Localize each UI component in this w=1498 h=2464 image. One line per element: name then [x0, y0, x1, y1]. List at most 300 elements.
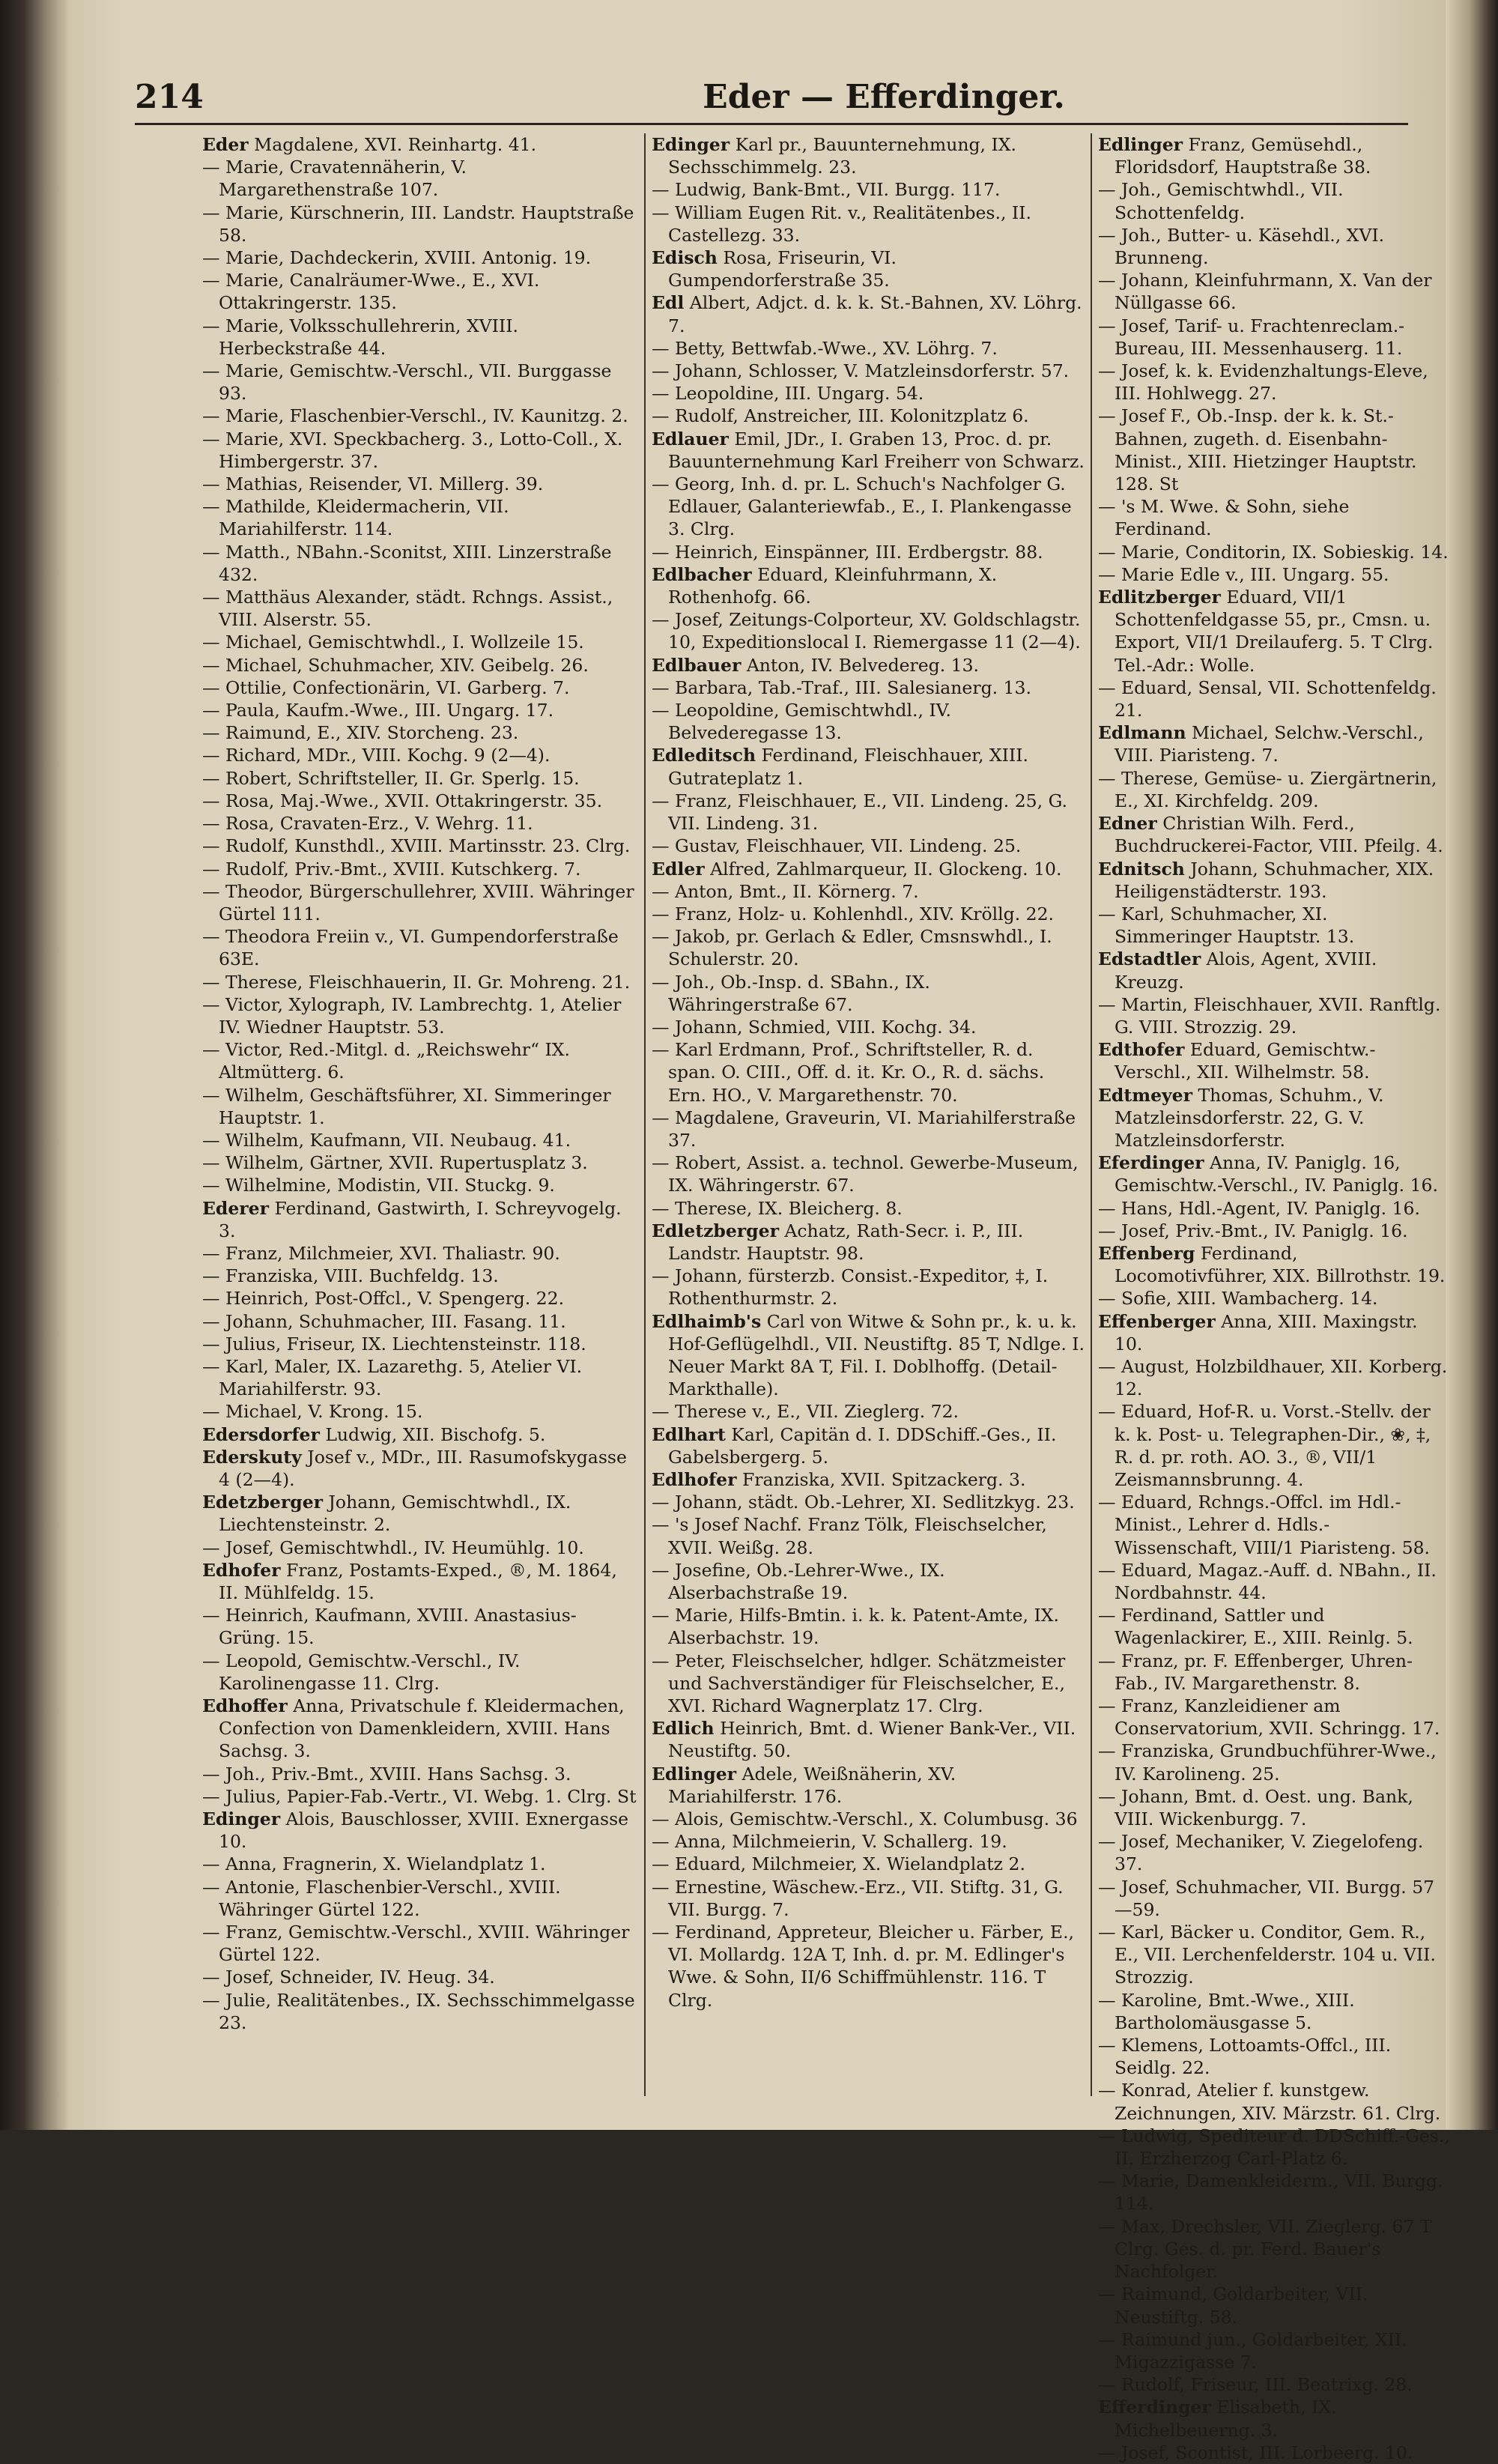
directory-entry	[202, 360, 637, 405]
directory-entry	[652, 1559, 1086, 1604]
entry-details: — Franz, Kanzleidiener am Conservatorium, XVII. Schringg. 17.	[1098, 1695, 1440, 1740]
directory-entry	[1098, 903, 1450, 948]
entry-details: — Theodora Freiin v., VI. Gumpendorferstraße 63E.	[202, 926, 619, 970]
directory-entry	[202, 880, 637, 925]
directory-entry	[1098, 1400, 1450, 1491]
directory-entry	[652, 202, 1086, 246]
entry-details: — Anna, Fragnerin, X. Wielandplatz 1.	[202, 1853, 546, 1875]
directory-entry	[652, 246, 1086, 291]
directory-entry	[1098, 676, 1450, 721]
entry-details: — 's Josef Nachf. Franz Tölk, Fleischselcher, XVII. Weißg. 28.	[652, 1514, 1047, 1558]
entry-details: — Rudolf, Kunsthdl., XVIII. Martinsstr. 23. Clrg.	[202, 835, 631, 857]
entry-details: — Richard, MDr., VIII. Kochg. 9 (2—4).	[202, 745, 551, 766]
entry-details: — Robert, Assist. a. technol. Gewerbe-Museum, IX. Währingerstr. 67.	[652, 1152, 1079, 1196]
entry-details: — Wilhelm, Kaufmann, VII. Neubaug. 41.	[202, 1129, 571, 1151]
directory-entry	[1098, 1559, 1450, 1604]
entry-surname: Edler	[652, 858, 705, 880]
directory-entry	[652, 903, 1086, 925]
entry-details: — Marie, Volksschullehrerin, XVIII. Herbeckstraße 44.	[202, 315, 518, 359]
entry-details: — Franz, Milchmeier, XVI. Thaliastr. 90.	[202, 1242, 560, 1264]
entry-details: — Franziska, Grundbuchführer-Wwe., IV. Karolineng. 25.	[1098, 1740, 1437, 1785]
directory-entry	[202, 812, 637, 835]
entry-details: — Johann, Bmt. d. Oest. ung. Bank, VIII. Wickenburgg. 7.	[1098, 1785, 1413, 1830]
entry-details: Eduard, Kleinfuhrmann, X. Rothenhofg. 66.	[668, 563, 998, 608]
entry-details: — Mathilde, Kleidermacherin, VII. Mariahilferstr. 114.	[202, 496, 509, 540]
entry-details: — Mathias, Reisender, VI. Millerg. 39.	[202, 473, 544, 495]
entry-surname: Effenberg	[1098, 1242, 1195, 1264]
entry-details: Magdalene, XVI. Reinhartg. 41.	[248, 134, 537, 155]
directory-entry	[202, 1084, 637, 1129]
entry-details: — Joh., Butter- u. Käsehdl., XVI. Brunneng.	[1098, 224, 1385, 269]
directory-entry	[202, 1537, 637, 1559]
directory-entry	[202, 1559, 637, 1604]
entry-surname: Edlinger	[652, 1763, 737, 1785]
entry-details: Anna, Privatschule f. Kleidermachen, Confection von Damenkleidern, XVIII. Hans Sachsg. 3.	[219, 1695, 625, 1762]
directory-entry	[652, 1830, 1086, 1853]
entry-details: — Therese v., E., VII. Zieglerg. 72.	[652, 1401, 959, 1423]
entry-details: Anna, IV. Paniglg. 16, Gemischtw.-Verschl., IV. Paniglg. 16.	[1115, 1152, 1438, 1196]
directory-entry	[202, 1853, 637, 1875]
entry-details: Emil, JDr., I. Graben 13, Proc. d. pr. Bauunternehmung Karl Freiherr von Schwarz.	[668, 428, 1085, 472]
directory-entry	[1098, 1876, 1450, 1921]
entry-surname: Edinger	[652, 134, 730, 155]
directory-entry	[1098, 1038, 1450, 1083]
entry-details: Ferdinand, Gastwirth, I. Schreyvogelg. 3.	[219, 1197, 622, 1241]
entry-details: — Therese, Fleischhauerin, II. Gr. Mohreng. 21.	[202, 971, 631, 993]
column-rule-1	[644, 133, 646, 2096]
directory-entry	[1098, 133, 1450, 178]
directory-entry	[1098, 2125, 1450, 2170]
entry-details: — Wilhelm, Geschäftsführer, XI. Simmeringer Hauptstr. 1.	[202, 1084, 611, 1128]
entry-surname: Edhoffer	[202, 1695, 288, 1717]
directory-entry	[1098, 269, 1450, 314]
running-head: Eder — Efferdinger.	[703, 78, 1065, 116]
directory-entry	[202, 133, 637, 156]
directory-entry	[202, 1876, 637, 1921]
entry-surname: Edetzberger	[202, 1492, 324, 1513]
entry-details: Ludwig, XII. Bischofg. 5.	[319, 1423, 546, 1445]
directory-entry	[652, 858, 1086, 880]
entry-details: Josef v., MDr., III. Rasumofskygasse 4 (2—4).	[219, 1446, 627, 1490]
directory-entry	[1098, 1197, 1450, 1220]
entry-details: Karl, Capitän d. I. DDSchiff.-Ges., II. Gabelsbergerg. 5.	[668, 1423, 1057, 1468]
entry-details: Elisabeth, IX. Michelbeuerng. 3.	[1115, 2397, 1337, 2441]
directory-entry	[202, 1650, 637, 1695]
entry-details: — Leopoldine, Gemischtwhdl., IV. Belvederegasse 13.	[652, 700, 951, 744]
directory-entry	[652, 1491, 1086, 1513]
directory-entry	[652, 473, 1086, 541]
directory-entry	[202, 721, 637, 744]
directory-entry	[652, 1763, 1086, 1808]
directory-entry	[202, 1785, 637, 1808]
entry-details: Heinrich, Bmt. d. Wiener Bank-Ver., VII. Neustiftg. 50.	[668, 1718, 1076, 1762]
directory-entry	[202, 1491, 637, 1536]
directory-entry	[1098, 2215, 1450, 2283]
directory-entry	[202, 315, 637, 360]
entry-details: — Josef, k. k. Evidenzhaltungs-Eleve, III. Hohlwegg. 27.	[1098, 360, 1428, 405]
entry-details: — Georg, Inh. d. pr. L. Schuch's Nachfolger G. Edlauer, Galanteriewfab., E., I. Plankengasse 3. Clrg.	[652, 473, 1072, 540]
directory-entry	[652, 1513, 1086, 1558]
directory-entry	[1098, 2442, 1450, 2464]
entry-details: — Marie, Damenkleiderm., VII. Burgg. 114.	[1098, 2170, 1443, 2215]
directory-entry	[1098, 1830, 1450, 1875]
directory-entry	[652, 1197, 1086, 1220]
directory-entry	[652, 291, 1086, 336]
entry-details: — Joh., Priv.-Bmt., XVIII. Hans Sachsg. 3.	[202, 1763, 571, 1785]
entry-details: — Marie, XVI. Speckbacherg. 3., Lotto-Coll., X. Himbergerstr. 37.	[202, 428, 623, 472]
entry-surname: Edtmeyer	[1098, 1084, 1193, 1106]
directory-entry	[202, 269, 637, 314]
directory-entry	[652, 654, 1086, 676]
entry-details: — Johann, Schlosser, V. Matzleinsdorferstr. 57.	[652, 360, 1070, 382]
directory-entry	[1098, 948, 1450, 993]
directory-entry	[652, 1808, 1086, 1830]
entry-details: — Marie, Conditorin, IX. Sobieskig. 14.	[1098, 541, 1449, 563]
entry-details: — Josef, Mechaniker, V. Ziegelofeng. 37.	[1098, 1831, 1424, 1875]
entry-details: — Martin, Fleischhauer, XVII. Ranftlg. G. VIII. Strozzig. 29.	[1098, 993, 1441, 1038]
entry-surname: Edleditsch	[652, 745, 756, 766]
directory-entry	[1098, 405, 1450, 495]
entry-surname: Effenberger	[1098, 1310, 1216, 1332]
directory-entry	[1098, 2396, 1450, 2441]
entry-details: — Max, Drechsler, VII. Zieglerg. 67 T Clrg. Ges. d. pr. Ferd. Bauer's Nachfolger.	[1098, 2215, 1432, 2283]
entry-details: — Michael, V. Krong. 15.	[202, 1401, 423, 1423]
entry-details: Franz, Postamts-Exped., ®, M. 1864, II. Mühlfeldg. 15.	[219, 1559, 617, 1603]
directory-entry	[652, 1151, 1086, 1196]
directory-entry	[652, 337, 1086, 360]
directory-entry	[202, 925, 637, 970]
directory-entry	[202, 1129, 637, 1151]
entry-details: — Eduard, Rchngs.-Offcl. im Hdl.-Minist., Lehrer d. Hdls.-Wissenschaft, VIII/1 Piaristeng. 58.	[1098, 1492, 1431, 1558]
directory-entry	[1098, 1287, 1450, 1310]
directory-entry	[652, 1265, 1086, 1310]
entry-surname: Edlhaimb's	[652, 1310, 762, 1332]
entry-details: — Ernestine, Wäschew.-Erz., VII. Stiftg. 31, G. VII. Burgg. 7.	[652, 1876, 1064, 1920]
directory-entry	[202, 1355, 637, 1400]
directory-entry	[202, 405, 637, 427]
directory-entry	[652, 405, 1086, 427]
directory-entry	[202, 495, 637, 540]
directory-entry	[202, 428, 637, 473]
directory-entry	[202, 993, 637, 1038]
directory-entry	[652, 1310, 1086, 1401]
entry-details: — Ludwig, Spediteur d. DDSchiff.-Ges., II. Erzherzog Carl-Platz 6.	[1098, 2125, 1450, 2170]
entry-surname: Edlbacher	[652, 563, 752, 585]
entry-details: — Victor, Xylograph, IV. Lambrechtg. 1, Atelier IV. Wiedner Hauptstr. 53.	[202, 993, 622, 1038]
entry-surname: Edstadtler	[1098, 948, 1201, 970]
directory-entry	[202, 1921, 637, 1966]
entry-surname: Ederer	[202, 1197, 270, 1219]
entry-details: Rosa, Friseurin, VI. Gumpendorferstraße 35.	[668, 247, 897, 291]
entry-details: Achatz, Rath-Secr. i. P., III. Landstr. Hauptstr. 98.	[668, 1220, 1024, 1264]
entry-details: Johann, Schuhmacher, XIX. Heiligenstädterstr. 193.	[1115, 858, 1434, 902]
directory-entry	[652, 676, 1086, 699]
entry-details: — Karl, Bäcker u. Conditor, Gem. R., E., VII. Lerchenfelderstr. 104 u. VII. Strozzig.	[1098, 1922, 1436, 1988]
entry-surname: Edinger	[202, 1808, 281, 1830]
directory-entry	[202, 541, 637, 586]
entry-details: — Eduard, Magaz.-Auff. d. NBahn., II. Nordbahnstr. 44.	[1098, 1559, 1437, 1603]
directory-entry	[652, 178, 1086, 201]
directory-entry	[1098, 1604, 1450, 1649]
entry-details: — Josef, Tarif- u. Frachtenreclam.-Bureau, III. Messenhauserg. 11.	[1098, 315, 1405, 359]
directory-entry	[652, 1468, 1086, 1491]
entry-details: — Ludwig, Bank-Bmt., VII. Burgg. 117.	[652, 179, 1001, 201]
entry-details: — Marie, Flaschenbier-Verschl., IV. Kaunitzg. 2.	[202, 405, 628, 427]
entry-details: — Franz, Fleischhauer, E., VII. Lindeng. 25, G. VII. Lindeng. 31.	[652, 790, 1067, 835]
directory-entry	[652, 563, 1086, 608]
column-3	[1098, 133, 1450, 2463]
directory-entry	[202, 1400, 637, 1423]
directory-entry	[1098, 586, 1450, 676]
directory-entry	[652, 880, 1086, 903]
entry-details: — Wilhelm, Gärtner, XVII. Rupertusplatz 3.	[202, 1152, 588, 1174]
entry-details: — Matth., NBahn.-Sconitst, XIII. Linzerstraße 432.	[202, 541, 612, 585]
directory-entry	[202, 699, 637, 721]
column-rule-2	[1091, 133, 1092, 2096]
entry-details: — Raimund, E., XIV. Storcheng. 23.	[202, 722, 519, 744]
entry-details: — Josef, Schuhmacher, VII. Burgg. 57—59.	[1098, 1876, 1435, 1920]
entry-details: — Rudolf, Friseur, III. Beatrixg. 28.	[1098, 2374, 1413, 2396]
entry-details: — Marie Edle v., III. Ungarg. 55.	[1098, 563, 1389, 585]
directory-entry	[1098, 812, 1450, 857]
directory-entry	[1098, 2373, 1450, 2396]
directory-entry	[202, 246, 637, 269]
directory-entry	[202, 790, 637, 812]
directory-entry	[1098, 178, 1450, 223]
entry-details: — Josef, Schneider, IV. Heug. 34.	[202, 1967, 495, 1988]
directory-entry	[202, 473, 637, 495]
page-edge-stack	[1446, 0, 1498, 2130]
entry-details: Johann, Gemischtwhdl., IX. Liechtensteinstr. 2.	[219, 1492, 571, 1536]
directory-entry	[202, 767, 637, 790]
entry-details: — Marie, Canalräumer-Wwe., E., XVI. Ottakringerstr. 135.	[202, 270, 540, 314]
entry-details: — Barbara, Tab.-Traf., III. Salesianerg. 13.	[652, 676, 1031, 698]
directory-entry	[202, 1763, 637, 1785]
entry-details: — Victor, Red.-Mitgl. d. „Reichswehr“ IX. Altmütterg. 6.	[202, 1039, 570, 1083]
entry-details: Franz, Gemüsehdl., Floridsdorf, Hauptstraße 38.	[1115, 134, 1371, 178]
directory-entry	[1098, 2034, 1450, 2079]
entry-surname: Edl	[652, 292, 685, 314]
entry-details: — Klemens, Lottoamts-Offcl., III. Seidlg. 22.	[1098, 2035, 1392, 2079]
entry-details: — Marie, Dachdeckerin, XVIII. Antonig. 19.	[202, 247, 592, 269]
directory-entry	[202, 1695, 637, 1763]
entry-details: — Theodor, Bürgerschullehrer, XVIII. Währinger Gürtel 111.	[202, 880, 634, 924]
directory-entry	[202, 744, 637, 766]
directory-entry	[652, 925, 1086, 970]
directory-entry	[652, 1107, 1086, 1151]
entry-surname: Edlhofer	[652, 1468, 737, 1490]
directory-entry	[652, 1400, 1086, 1423]
page-number: 214	[135, 78, 204, 116]
entry-details: — Betty, Bettwfab.-Wwe., XV. Löhrg. 7.	[652, 337, 998, 359]
entry-details: — Johann, städt. Ob.-Lehrer, XI. Sedlitzkyg. 23.	[652, 1492, 1075, 1513]
directory-entry	[1098, 858, 1450, 903]
entry-details: — Rudolf, Anstreicher, III. Kolonitzplatz 6.	[652, 405, 1029, 427]
entry-details: — Wilhelmine, Modistin, VII. Stuckg. 9.	[202, 1175, 555, 1196]
directory-entry	[202, 1989, 637, 2034]
entry-details: — Rosa, Maj.-Wwe., XVII. Ottakringerstr. 35.	[202, 790, 603, 811]
entry-details: — Marie, Cravatennäherin, V. Margarethenstraße 107.	[202, 157, 467, 201]
directory-entry	[1098, 315, 1450, 360]
entry-details: — Johann, fürsterzb. Consist.-Expeditor, ‡, I. Rothenthurmstr. 2.	[652, 1265, 1049, 1310]
directory-entry	[1098, 721, 1450, 766]
directory-entry	[202, 202, 637, 246]
entry-details: — Franziska, VIII. Buchfeldg. 13.	[202, 1265, 499, 1287]
directory-entry	[652, 1853, 1086, 1875]
entry-details: — Rudolf, Priv.-Bmt., XVIII. Kutschkerg. 7.	[202, 858, 581, 880]
directory-entry	[652, 133, 1086, 178]
entry-details: — Julius, Papier-Fab.-Vertr., VI. Webg. 1. Clrg. St	[202, 1785, 637, 1807]
entry-details: — Marie, Hilfs-Bmtin. i. k. k. Patent-Amte, IX. Alserbachstr. 19.	[652, 1605, 1059, 1649]
entry-surname: Eder	[202, 134, 249, 155]
directory-entry	[652, 835, 1086, 857]
directory-entry	[652, 790, 1086, 835]
entry-surname: Edlbauer	[652, 654, 742, 676]
entry-details: — Alois, Gemischtw.-Verschl., X. Columbusg. 36	[652, 1808, 1078, 1830]
directory-entry	[202, 631, 637, 653]
directory-entry	[202, 1038, 637, 1083]
column-1	[202, 133, 637, 2111]
directory-entry	[202, 1265, 637, 1287]
entry-details: — Raimund, Goldarbeiter, VII. Neustiftg. 58.	[1098, 2283, 1368, 2328]
directory-entry	[652, 360, 1086, 382]
entry-details: Franziska, XVII. Spitzackerg. 3.	[736, 1468, 1026, 1490]
directory-entry	[1098, 1355, 1450, 1400]
entry-details: — Eduard, Sensal, VII. Schottenfeldg. 21.	[1098, 676, 1437, 721]
entry-details: — Heinrich, Einspänner, III. Erdbergstr. 88.	[652, 541, 1043, 563]
entry-surname: Edisch	[652, 247, 718, 269]
directory-entry	[652, 1717, 1086, 1762]
entry-surname: Efferdinger	[1098, 2397, 1211, 2418]
entry-surname: Eferdinger	[1098, 1152, 1204, 1174]
entry-details: — Magdalene, Graveurin, VI. Mariahilferstraße 37.	[652, 1107, 1076, 1151]
entry-details: — Karl, Schuhmacher, XI. Simmeringer Hauptstr. 13.	[1098, 903, 1355, 948]
entry-details: — Leopold, Gemischtw.-Verschl., IV. Karolinengasse 11. Clrg.	[202, 1650, 521, 1694]
entry-surname: Edlich	[652, 1718, 715, 1740]
entry-details: — Franz, pr. F. Effenberger, Uhren-Fab., IV. Margarethenstr. 8.	[1098, 1650, 1413, 1694]
entry-details: — Marie, Kürschnerin, III. Landstr. Hauptstraße 58.	[202, 202, 634, 246]
entry-details: — Josef, Zeitungs-Colporteur, XV. Goldschlagstr. 10, Expeditionslocal I. Riemergasse 11 (2—4).	[652, 609, 1081, 653]
entry-surname: Ednitsch	[1098, 858, 1185, 880]
directory-entry	[1098, 360, 1450, 405]
entry-details: Anton, IV. Belvedereg. 13.	[741, 654, 980, 676]
entry-surname: Ederskuty	[202, 1446, 302, 1468]
entry-surname: Edner	[1098, 813, 1157, 835]
directory-entry	[652, 1423, 1086, 1468]
directory-entry	[202, 676, 637, 699]
directory-entry	[652, 608, 1086, 653]
entry-details: — Eduard, Milchmeier, X. Wielandplatz 2.	[652, 1853, 1025, 1875]
entry-details: — Peter, Fleischselcher, hdlger. Schätzmeister und Sachverständiger für Fleischselcher, E., XVI. Richard Wagnerplatz 17. Clrg.	[652, 1650, 1066, 1717]
directory-entry	[202, 156, 637, 201]
directory-entry	[202, 971, 637, 993]
entry-details: — Karl Erdmann, Prof., Schriftsteller, R. d. span. O. CIII., Off. d. it. Kr. O., R. d. sächs. Ern. HO., V. Margarethenstr. 70.	[652, 1039, 1045, 1106]
entry-details: — Heinrich, Kaufmann, XVIII. Anastasius-Grüng. 15.	[202, 1605, 577, 1649]
directory-entry	[1098, 2283, 1450, 2328]
entry-details: — Raimund jun., Goldarbeiter, XII. Migazzigasse 7.	[1098, 2328, 1407, 2373]
entry-details: — Ferdinand, Sattler und Wagenlackirer, E., XIII. Reinlg. 5.	[1098, 1605, 1413, 1649]
entry-details: Eduard, Gemischtw.-Verschl., XII. Wilhelmstr. 58.	[1115, 1039, 1376, 1083]
entry-details: — August, Holzbildhauer, XII. Korberg. 12.	[1098, 1355, 1448, 1400]
entry-details: — Eduard, Hof-R. u. Vorst.-Stellv. der k. k. Post- u. Telegraphen-Dir., ❀, ‡, R. d. pr. roth. AO. 3., ®, VII/1 Zeismannsbrunng. 4.	[1098, 1401, 1431, 1490]
entry-details: — William Eugen Rit. v., Realitätenbes., II. Castellezg. 33.	[652, 202, 1031, 246]
entry-details: — Josef, Gemischtwhdl., IV. Heumühlg. 10.	[202, 1537, 584, 1558]
entry-details: — Michael, Gemischtwhdl., I. Wollzeile 15.	[202, 632, 584, 653]
entry-details: — Ferdinand, Appreteur, Bleicher u. Färber, E., VI. Mollardg. 12A T, Inh. d. pr. M. Edlinger's Wwe. & Sohn, II/6 Schiffmühlenstr. 116. T Clrg.	[652, 1922, 1075, 2011]
directory-entry	[202, 1151, 637, 1174]
directory-entry	[1098, 767, 1450, 812]
entry-details: — Leopoldine, III. Ungarg. 54.	[652, 383, 924, 405]
entry-surname: Edlauer	[652, 428, 729, 449]
directory-entry	[202, 1197, 637, 1242]
directory-entry	[1098, 1695, 1450, 1740]
entry-details: — Julie, Realitätenbes., IX. Sechsschimmelgasse 23.	[202, 1989, 635, 2033]
entry-details: — Karl, Maler, IX. Lazarethg. 5, Atelier VI. Mariahilferstr. 93.	[202, 1355, 583, 1400]
directory-entry	[652, 1921, 1086, 2012]
directory-entry	[202, 858, 637, 880]
entry-surname: Edhofer	[202, 1559, 281, 1581]
directory-entry	[202, 1333, 637, 1355]
entry-details: — Franz, Gemischtw.-Verschl., XVIII. Währinger Gürtel 122.	[202, 1922, 630, 1966]
entry-details: — Josef F., Ob.-Insp. der k. k. St.-Bahnen, zugeth. d. Eisenbahn-Minist., XIII. Hietzinger Hauptstr. 128. St	[1098, 405, 1417, 495]
directory-entry	[1098, 1242, 1450, 1287]
entry-surname: Edersdorfer	[202, 1423, 320, 1445]
entry-details: — Josefine, Ob.-Lehrer-Wwe., IX. Alserbachstraße 19.	[652, 1559, 945, 1603]
entry-details: — Robert, Schriftsteller, II. Gr. Sperlg. 15.	[202, 767, 580, 789]
directory-entry	[652, 744, 1086, 789]
column-2	[652, 133, 1086, 2111]
entry-details: Michael, Selchw.-Verschl., VIII. Piaristeng. 7.	[1115, 722, 1424, 766]
entry-details: — Paula, Kaufm.-Wwe., III. Ungarg. 17.	[202, 700, 554, 721]
entry-details: Ferdinand, Fleischhauer, XIII. Gutrateplatz 1.	[668, 745, 1028, 789]
directory-entry	[1098, 1921, 1450, 1989]
directory-entry	[1098, 1220, 1450, 1242]
entry-details: Alois, Bauschlosser, XVIII. Exnergasse 10.	[219, 1808, 629, 1853]
entry-details: — Antonie, Flaschenbier-Verschl., XVIII. Währinger Gürtel 122.	[202, 1876, 561, 1920]
directory-entry	[1098, 1650, 1450, 1695]
directory-entry	[202, 586, 637, 631]
entry-details: Albert, Adjct. d. k. k. St.-Bahnen, XV. Löhrg. 7.	[668, 292, 1082, 336]
directory-entry	[652, 1876, 1086, 1921]
entry-details: — Joh., Gemischtwhdl., VII. Schottenfeldg.	[1098, 179, 1344, 223]
directory-entry	[1098, 541, 1450, 563]
entry-details: Adele, Weißnäherin, XV. Mariahilferstr. 176.	[668, 1763, 956, 1807]
entry-details: — Konrad, Atelier f. kunstgew. Zeichnungen, XIV. Märzstr. 61. Clrg.	[1098, 2080, 1441, 2124]
entry-details: — Karoline, Bmt.-Wwe., XIII. Bartholomäusgasse 5.	[1098, 1989, 1355, 2033]
directory-entry	[1098, 563, 1450, 586]
directory-entry	[1098, 2079, 1450, 2124]
directory-entry	[202, 1423, 637, 1446]
directory-entry	[202, 654, 637, 676]
directory-entry	[1098, 1310, 1450, 1355]
entry-details: — Franz, Holz- u. Kohlenhdl., XIV. Kröllg. 22.	[652, 903, 1055, 924]
directory-entry	[1098, 1740, 1450, 1785]
entry-details: — Johann, Schuhmacher, III. Fasang. 11.	[202, 1310, 566, 1332]
directory-entry	[1098, 1491, 1450, 1559]
directory-entry	[202, 1808, 637, 1853]
entry-details: — Jakob, pr. Gerlach & Edler, Cmsnswhdl., I. Schulerstr. 20.	[652, 926, 1052, 970]
entry-details: — 's M. Wwe. & Sohn, siehe Ferdinand.	[1098, 496, 1350, 540]
entry-details: — Julius, Friseur, IX. Liechtensteinstr. 118.	[202, 1333, 586, 1354]
directory-entry	[652, 1220, 1086, 1265]
entry-details: Karl pr., Bauunternehmung, IX. Sechsschimmelg. 23.	[668, 134, 1016, 178]
directory-entry	[202, 1287, 637, 1310]
entry-details: Thomas, Schuhm., V. Matzleinsdorferstr. 22, G. V. Matzleinsdorferstr.	[1115, 1084, 1384, 1151]
entry-surname: Edletzberger	[652, 1220, 779, 1241]
directory-entry	[652, 1604, 1086, 1649]
entry-details: — Anton, Bmt., II. Körnerg. 7.	[652, 880, 919, 902]
entry-details: — Gustav, Fleischhauer, VII. Lindeng. 25.	[652, 835, 1022, 857]
